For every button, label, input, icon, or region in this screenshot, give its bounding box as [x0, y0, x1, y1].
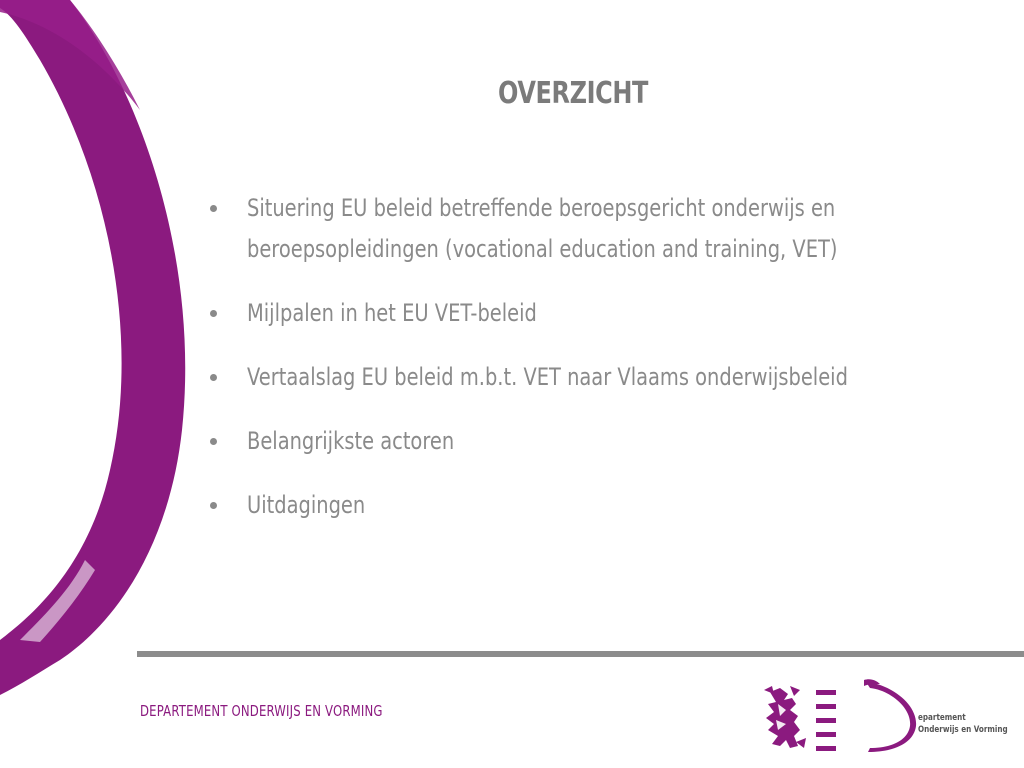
bullet-item	[206, 188, 966, 270]
slide-title: OVERZICHT	[497, 76, 648, 111]
footer-department-name: DEPARTEMENT ONDERWIJS EN VORMING	[140, 702, 383, 720]
bullet-item	[206, 421, 966, 462]
bullet-item	[206, 485, 966, 526]
bullet-text: beroepsopleidingen (vocational education and training, VET)	[247, 235, 838, 263]
bullet-item	[206, 293, 966, 334]
bullet-dot-icon	[210, 205, 217, 212]
bullet-item	[206, 357, 966, 398]
flemish-lion-logo-icon	[760, 684, 840, 754]
department-logo-text	[918, 712, 1008, 736]
bullet-text: Vertaalslag EU beleid m.b.t. VET naar Vlaams onderwijsbeleid	[247, 363, 848, 391]
bullet-text: Situering EU beleid betreffende beroepsgericht onderwijs en	[247, 194, 836, 222]
footer-divider	[137, 651, 1024, 657]
bullet-list	[206, 188, 966, 549]
department-logo-text-line2: Onderwijs en Vorming	[918, 725, 1008, 735]
department-d-swoosh-logo-icon	[860, 678, 920, 754]
bullet-text: Belangrijkste actoren	[247, 427, 455, 455]
bullet-dot-icon	[210, 310, 217, 317]
department-logo-text-line1: epartement	[918, 713, 966, 723]
bullet-dot-icon	[210, 502, 217, 509]
bullet-text: Mijlpalen in het EU VET-beleid	[247, 299, 537, 327]
bullet-dot-icon	[210, 438, 217, 445]
bullet-text: Uitdagingen	[247, 491, 366, 519]
bullet-dot-icon	[210, 374, 217, 381]
